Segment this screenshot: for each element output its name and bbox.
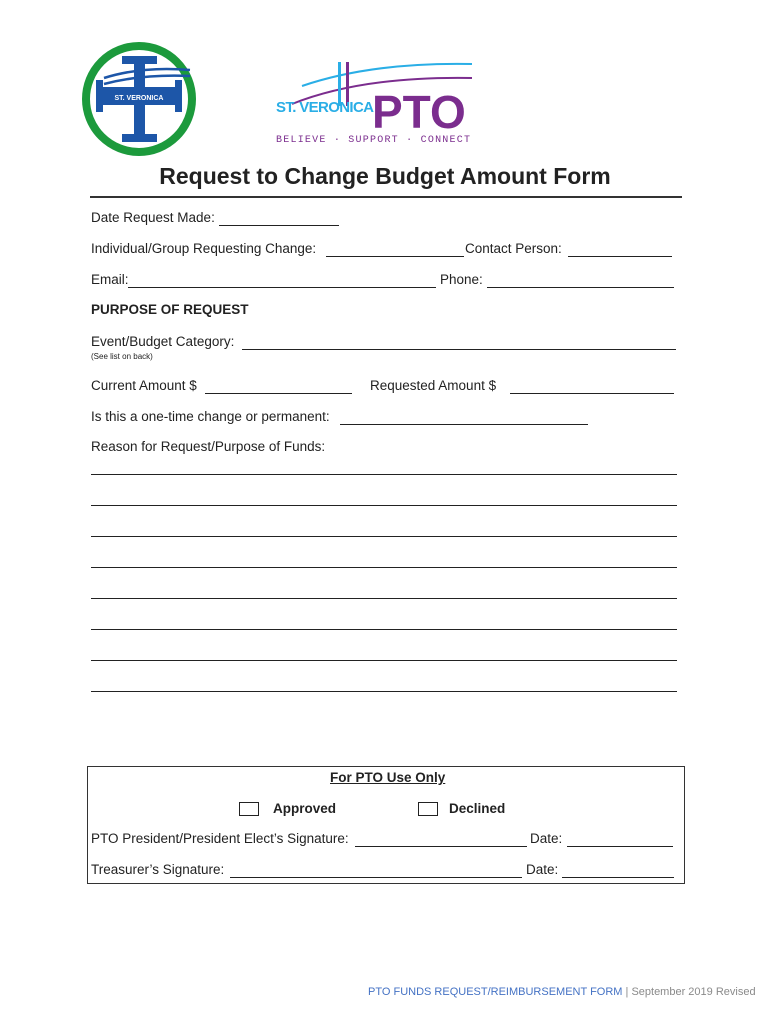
- reason-line[interactable]: [91, 567, 677, 568]
- email-label: Email:: [91, 272, 129, 287]
- see-list-note: (See list on back): [91, 352, 153, 361]
- school-logo: [82, 42, 196, 156]
- approved-checkbox[interactable]: [239, 802, 259, 816]
- president-signature-field[interactable]: [355, 846, 527, 847]
- requested-amount-label: Requested Amount $: [370, 378, 497, 393]
- requested-amount-field[interactable]: [510, 393, 674, 394]
- individual-group-field[interactable]: [326, 256, 464, 257]
- footer-separator: |: [622, 986, 632, 998]
- svg-text:BELIEVE · SUPPORT · CONNECT: BELIEVE · SUPPORT · CONNECT: [276, 135, 470, 146]
- pto-use-heading: For PTO Use Only: [330, 770, 446, 785]
- email-field[interactable]: [128, 287, 436, 288]
- current-amount-field[interactable]: [205, 393, 352, 394]
- contact-person-label: Contact Person:: [465, 241, 562, 256]
- event-category-label: Event/Budget Category:: [91, 334, 235, 349]
- one-time-label: Is this a one-time change or permanent:: [91, 409, 330, 424]
- phone-label: Phone:: [440, 272, 483, 287]
- one-time-field[interactable]: [340, 424, 588, 425]
- footer-revision: September 2019 Revised: [631, 986, 756, 998]
- approved-label: Approved: [273, 801, 337, 816]
- declined-checkbox[interactable]: [418, 802, 438, 816]
- treasurer-signature-field[interactable]: [230, 877, 522, 878]
- title-divider: [90, 196, 682, 198]
- reason-line[interactable]: [91, 598, 677, 599]
- contact-person-field[interactable]: [568, 256, 672, 257]
- date-request-field[interactable]: [219, 225, 339, 226]
- president-date-field[interactable]: [567, 846, 673, 847]
- treasurer-date-field[interactable]: [562, 877, 674, 878]
- footer: [368, 986, 756, 998]
- reason-line[interactable]: [91, 505, 677, 506]
- reason-line[interactable]: [91, 660, 677, 661]
- page-title: Request to Change Budget Amount Form: [159, 163, 611, 189]
- phone-field[interactable]: [487, 287, 674, 288]
- purpose-heading: PURPOSE OF REQUEST: [91, 302, 249, 317]
- treasurer-signature-label: Treasurer’s Signature:: [91, 862, 225, 877]
- reason-line[interactable]: [91, 536, 677, 537]
- date-label-1: Date:: [530, 831, 563, 846]
- svg-text:ST. VERONICA: ST. VERONICA: [276, 99, 374, 116]
- svg-text:ST. VERONICA: ST. VERONICA: [114, 95, 164, 102]
- date-request-label: Date Request Made:: [91, 210, 215, 225]
- president-signature-label: PTO President/President Elect’s Signature:: [91, 831, 349, 846]
- declined-label: Declined: [449, 801, 506, 816]
- reason-line[interactable]: [91, 691, 677, 692]
- svg-text:PTO: PTO: [372, 86, 466, 138]
- reason-label: Reason for Request/Purpose of Funds:: [91, 439, 326, 454]
- pto-logo: [272, 56, 477, 148]
- date-label-2: Date:: [526, 862, 559, 877]
- event-category-field[interactable]: [242, 349, 676, 350]
- current-amount-label: Current Amount $: [91, 378, 197, 393]
- reason-line[interactable]: [91, 474, 677, 475]
- reason-line[interactable]: [91, 629, 677, 630]
- individual-group-label: Individual/Group Requesting Change:: [91, 241, 317, 256]
- footer-form-name: PTO FUNDS REQUEST/REIMBURSEMENT FORM: [368, 986, 623, 998]
